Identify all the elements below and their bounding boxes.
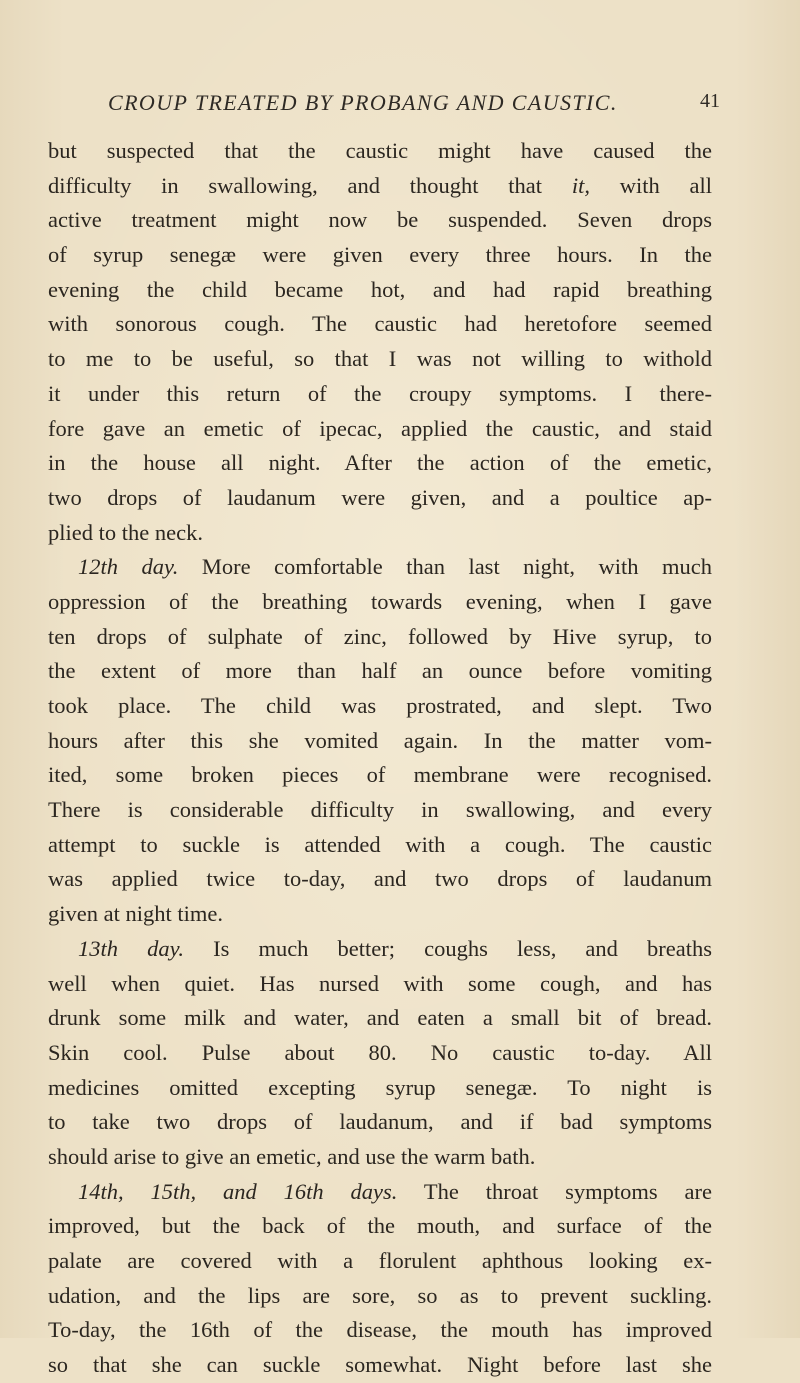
text-segment: fore gave an emetic of ipecac, applied the caustic, and staid <box>48 415 712 441</box>
text-line <box>48 724 712 759</box>
text-segment: the extent of more than half an ounce before vomiting <box>48 658 712 684</box>
text-line <box>48 689 712 724</box>
text-segment: took place. The child was prostrated, and slept. Two <box>48 693 712 718</box>
text-line <box>48 377 712 412</box>
text-segment: More comfortable than last night, with much <box>178 554 712 580</box>
text-line <box>48 481 712 516</box>
text-line <box>48 1105 712 1140</box>
text-segment: with sonorous cough. The caustic had heretofore seemed <box>48 311 712 337</box>
text-line <box>48 412 712 447</box>
text-segment: improved, but the back of the mouth, and surface of the <box>48 1213 712 1239</box>
text-line <box>48 897 712 932</box>
text-segment: active treatment might now be suspended. Seven drops <box>48 207 712 233</box>
text-line <box>48 585 712 620</box>
text-line <box>48 342 712 377</box>
text-segment: difficulty in swallowing, and thought that <box>48 172 572 198</box>
text-line <box>48 1175 712 1210</box>
text-segment: Is much better; coughs less, and breaths <box>183 935 712 961</box>
text-line <box>48 134 712 169</box>
text-line <box>48 1279 712 1314</box>
text-segment: drunk some milk and water, and eaten a small bit of bread. <box>48 1005 712 1031</box>
text-line <box>48 203 712 238</box>
text-line <box>48 1244 712 1279</box>
text-segment: so that she can suckle somewhat. Night before last she <box>48 1352 712 1378</box>
text-segment: it under this return of the croupy symptoms. I there- <box>48 380 712 406</box>
body-text <box>48 134 712 1383</box>
running-head <box>108 90 720 124</box>
text-line <box>48 620 712 655</box>
text-line <box>48 273 712 308</box>
text-segment: attempt to suckle is attended with a cough. The caustic <box>48 831 712 857</box>
text-segment: medicines omitted excepting syrup senegæ. To night is <box>48 1074 712 1100</box>
text-line <box>48 1001 712 1036</box>
text-segment: oppression of the breathing towards evening, when I gave <box>48 588 712 614</box>
italic-segment: 13th day. <box>78 935 184 961</box>
text-line <box>48 1036 712 1071</box>
text-segment: two drops of laudanum were given, and a poultice ap- <box>48 484 712 510</box>
text-segment: to me to be useful, so that I was not willing to withold <box>48 346 712 372</box>
text-line <box>48 862 712 897</box>
text-segment: with all <box>589 172 712 198</box>
text-line <box>48 654 712 689</box>
text-segment: ited, some broken pieces of membrane were recognised. <box>48 762 712 788</box>
text-line <box>48 793 712 828</box>
text-segment: There is considerable difficulty in swallowing, and every <box>48 797 712 823</box>
text-segment: udation, and the lips are sore, so as to prevent suckling. <box>48 1282 712 1308</box>
text-segment: ten drops of sulphate of zinc, followed by Hive syrup, to <box>48 623 712 649</box>
text-line <box>48 828 712 863</box>
text-segment: Skin cool. Pulse about 80. No caustic to-day. All <box>48 1039 712 1065</box>
text-segment: of syrup senegæ were given every three hours. In the <box>48 242 712 268</box>
text-segment: in the house all night. After the action of the emetic, <box>48 450 712 476</box>
text-line <box>48 1348 712 1383</box>
text-line <box>48 550 712 585</box>
text-segment: should arise to give an emetic, and use the warm bath. <box>48 1143 536 1169</box>
italic-segment: 14th, 15th, and 16th days. <box>78 1178 398 1204</box>
text-line <box>48 1209 712 1244</box>
text-line <box>48 1140 712 1175</box>
text-segment: but suspected that the caustic might have caused the <box>48 138 712 163</box>
text-segment: palate are covered with a florulent aphthous looking ex- <box>48 1248 712 1273</box>
text-segment: The throat symptoms are <box>397 1178 712 1204</box>
text-line <box>48 758 712 793</box>
running-head-title: CROUP TREATED BY PROBANG AND CAUSTIC. <box>108 90 618 115</box>
page-number: 41 <box>700 90 720 112</box>
italic-segment: 12th day. <box>78 554 179 580</box>
text-segment: plied to the neck. <box>48 519 203 545</box>
text-segment: evening the child became hot, and had rapid breathing <box>48 276 712 302</box>
text-segment: given at night time. <box>48 901 223 927</box>
text-line <box>48 1313 712 1348</box>
text-segment: to take two drops of laudanum, and if bad symptoms <box>48 1109 712 1135</box>
text-line <box>48 516 712 551</box>
italic-segment: it, <box>571 172 590 198</box>
text-line <box>48 238 712 273</box>
text-line <box>48 307 712 342</box>
text-line <box>48 446 712 481</box>
text-segment: hours after this she vomited again. In the matter vom- <box>48 727 712 753</box>
text-line <box>48 169 712 204</box>
text-segment: well when quiet. Has nursed with some cough, and has <box>48 970 712 996</box>
text-line <box>48 967 712 1002</box>
text-segment: was applied twice to-day, and two drops of laudanum <box>48 866 712 892</box>
text-line <box>48 932 712 967</box>
text-line <box>48 1071 712 1106</box>
text-segment: To-day, the 16th of the disease, the mouth has improved <box>48 1317 712 1343</box>
